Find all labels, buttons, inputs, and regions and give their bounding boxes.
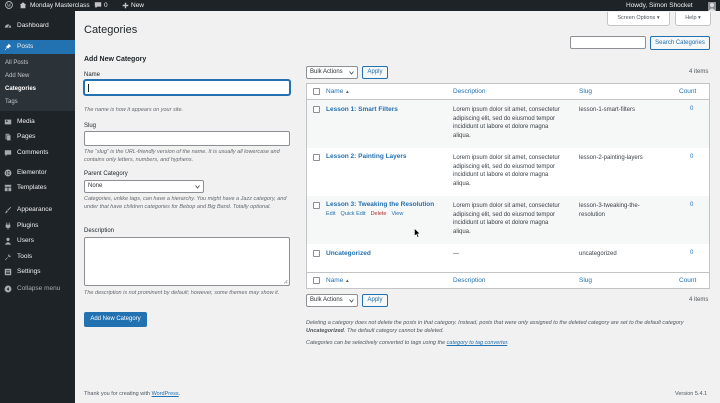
- sidebar-item-label: Users: [17, 237, 34, 244]
- column-header-name[interactable]: Name ▲: [326, 88, 350, 95]
- admin-bar: [0, 0, 720, 11]
- category-name-link[interactable]: Lesson 1: Smart Filters: [326, 106, 398, 113]
- sidebar-item-templates[interactable]: [0, 181, 75, 195]
- row-checkbox[interactable]: [313, 202, 320, 209]
- select-all-checkbox[interactable]: [313, 277, 320, 284]
- footer-thanks: Thank you for creating with WordPress.: [84, 391, 181, 397]
- category-description: Lorem ipsum dolor sit amet, consectetur adipiscing elit, sed do eiusmod tempor incididunt ut labore et dolore magna aliqua.: [453, 107, 560, 139]
- resize-handle-icon[interactable]: [283, 279, 288, 284]
- site-name-link[interactable]: Monday Masterclass: [30, 2, 90, 9]
- row-checkbox[interactable]: [313, 250, 320, 257]
- text-cursor: [88, 84, 89, 92]
- category-count-link[interactable]: 0: [690, 154, 694, 160]
- category-name-link[interactable]: Lesson 2: Painting Layers: [326, 153, 407, 160]
- plugins-icon: [4, 222, 12, 230]
- sidebar-item-label: Comments: [17, 149, 49, 156]
- sidebar-item-comments[interactable]: [0, 146, 75, 160]
- sidebar-item-label: Collapse menu: [17, 285, 61, 292]
- comments-icon: [4, 149, 12, 157]
- category-description: —: [453, 251, 459, 257]
- dashboard-icon: [4, 22, 12, 30]
- table-row: [307, 100, 709, 148]
- site-home-icon[interactable]: [19, 0, 27, 11]
- table-row: [307, 196, 709, 244]
- bulk-actions-select-bottom[interactable]: [306, 294, 358, 307]
- main-content: [75, 11, 720, 403]
- sidebar-item-label: Plugins: [17, 222, 39, 229]
- column-footer-description[interactable]: Description: [453, 277, 486, 284]
- plus-icon[interactable]: [122, 0, 129, 11]
- settings-icon: [4, 268, 12, 276]
- new-content-link[interactable]: New: [131, 2, 145, 9]
- sort-ascending-icon: ▲: [345, 89, 350, 94]
- bulk-actions-select-top[interactable]: [306, 66, 358, 79]
- brush-icon: [4, 206, 12, 214]
- mouse-pointer-icon: [414, 228, 421, 238]
- search-categories-button[interactable]: Search Categories: [650, 36, 710, 50]
- sort-ascending-icon: ▲: [345, 278, 350, 283]
- name-description: The name is how it appears on your site.: [84, 107, 184, 113]
- sidebar-item-label: Appearance: [17, 206, 53, 213]
- parent-category-label: Parent Category: [84, 171, 128, 177]
- row-checkbox[interactable]: [313, 154, 320, 161]
- wordpress-logo-icon[interactable]: [5, 0, 13, 11]
- sidebar-item-settings[interactable]: [0, 265, 75, 279]
- parent-category-select[interactable]: [84, 180, 204, 193]
- slug-description: The “slug” is the URL-friendly version of the name. It is usually all lowercase and contains only letters, numbers, and hyphens.: [84, 149, 280, 163]
- column-footer-name[interactable]: Name ▲: [326, 277, 350, 284]
- category-count-link[interactable]: 0: [690, 106, 694, 112]
- items-count-top: 4 items: [689, 69, 709, 75]
- apply-button-top[interactable]: Apply: [362, 66, 388, 79]
- view-link[interactable]: View: [391, 211, 404, 217]
- chevron-down-icon: [349, 299, 354, 303]
- parent-category-value: None: [88, 183, 103, 189]
- sidebar-item-label: Dashboard: [17, 22, 49, 29]
- category-description: Lorem ipsum dolor sit amet, consectetur adipiscing elit, sed do eiusmod tempor incididunt ut labore et dolore magna aliqua.: [453, 155, 560, 187]
- sidebar-item-elementor[interactable]: [0, 166, 75, 180]
- slug-input[interactable]: [84, 131, 290, 146]
- name-label: Name: [84, 72, 101, 78]
- category-name-link[interactable]: Uncategorized: [326, 250, 371, 257]
- templates-icon: [4, 184, 12, 192]
- comments-icon[interactable]: [94, 0, 102, 11]
- sidebar-item-pages[interactable]: [0, 130, 75, 144]
- parent-category-description: Categories, unlike tags, can have a hierarchy. You might have a Jazz category, and under that have children categories for Bebop and Big Band. Totally optional.: [84, 196, 287, 210]
- column-header-description[interactable]: Description: [453, 88, 486, 95]
- bulk-actions-value: Bulk Actions: [310, 297, 343, 303]
- row-actions: [326, 211, 408, 217]
- collapse-menu-button[interactable]: [0, 282, 75, 296]
- tools-icon: [4, 253, 12, 261]
- submenu-item-tags[interactable]: Tags: [5, 99, 18, 105]
- sidebar-item-plugins[interactable]: [0, 219, 75, 233]
- add-new-category-button[interactable]: Add New Category: [84, 312, 147, 327]
- delete-link[interactable]: Delete: [370, 211, 387, 217]
- table-footer-row: [307, 272, 709, 288]
- sidebar-item-dashboard[interactable]: [0, 19, 75, 33]
- category-slug: lesson-3-tweaking-the-resolution: [579, 203, 640, 218]
- quick-edit-link[interactable]: Quick Edit: [340, 211, 366, 217]
- bulk-actions-value: Bulk Actions: [310, 69, 343, 75]
- table-row: [307, 244, 709, 272]
- column-header-slug[interactable]: Slug: [579, 88, 593, 95]
- sidebar-item-tools[interactable]: [0, 250, 75, 264]
- category-count-link[interactable]: 0: [690, 202, 694, 208]
- sidebar-item-label: Elementor: [17, 169, 47, 176]
- category-to-tag-converter-link[interactable]: category to tag converter: [446, 340, 508, 346]
- sidebar-item-label: Templates: [17, 184, 47, 191]
- submenu-item-categories[interactable]: Categories: [5, 86, 37, 92]
- screen-options-button[interactable]: Screen Options ▾: [607, 12, 670, 26]
- description-label: Description: [84, 228, 115, 234]
- sidebar-item-label: Tools: [17, 253, 33, 260]
- elementor-icon: [4, 169, 12, 177]
- sidebar-item-appearance[interactable]: [0, 203, 75, 217]
- wordpress-link[interactable]: WordPress: [151, 391, 179, 397]
- sidebar-item-posts[interactable]: [0, 40, 75, 54]
- category-slug: lesson-2-painting-layers: [579, 155, 643, 161]
- category-name-link[interactable]: Lesson 3: Tweaking the Resolution: [326, 201, 435, 208]
- column-footer-count[interactable]: Count: [679, 277, 697, 284]
- chevron-down-icon: [349, 71, 354, 75]
- users-icon: [4, 237, 12, 245]
- row-checkbox[interactable]: [313, 106, 320, 113]
- chevron-down-icon: [195, 185, 200, 189]
- table-header-row: [307, 84, 709, 100]
- category-slug: uncategorized: [579, 251, 617, 257]
- search-input[interactable]: [570, 36, 646, 49]
- table-row: [307, 148, 709, 196]
- collapse-icon: [4, 285, 12, 293]
- account-greeting[interactable]: Howdy, Simon Shocket: [626, 2, 693, 9]
- media-icon: [4, 118, 12, 126]
- slug-label: Slug: [84, 123, 97, 129]
- posts-submenu: [0, 54, 75, 111]
- select-all-checkbox[interactable]: [313, 88, 320, 95]
- category-slug: lesson-1-smart-filters: [579, 107, 636, 113]
- description-help: The description is not prominent by default; however, some themes may show it.: [84, 290, 280, 296]
- page-title: Categories: [84, 24, 138, 36]
- footer-version: Version 5.4.1: [675, 391, 708, 397]
- svg-text:W: W: [6, 4, 12, 10]
- sidebar-item-media[interactable]: [0, 115, 75, 129]
- submenu-item-all-posts[interactable]: All Posts: [5, 60, 29, 66]
- sidebar-item-label: Pages: [17, 133, 36, 140]
- sidebar-item-label: Media: [17, 118, 35, 125]
- categories-table: [306, 83, 710, 289]
- convert-category-note: Categories can be selectively converted to tags using the category to tag converter.: [306, 340, 509, 346]
- pages-icon: [4, 133, 12, 141]
- sidebar-item-label: Posts: [17, 43, 34, 50]
- edit-link[interactable]: Edit: [326, 211, 336, 217]
- help-button[interactable]: Help ▾: [675, 12, 711, 26]
- comments-count[interactable]: 0: [104, 2, 108, 9]
- pin-icon: [4, 43, 12, 51]
- items-count-bottom: 4 items: [689, 297, 709, 303]
- column-footer-slug[interactable]: Slug: [579, 277, 593, 284]
- submenu-item-add-new[interactable]: Add New: [5, 73, 30, 79]
- delete-category-note: Deleting a category does not delete the posts in that category. Instead, posts that were only assigned to the deleted category are set to the default category Uncategorized. The default category cannot be deleted.: [306, 320, 684, 334]
- category-count-link[interactable]: 0: [690, 250, 694, 256]
- sidebar-item-label: Settings: [17, 268, 41, 275]
- sidebar-item-users[interactable]: [0, 234, 75, 248]
- category-description: Lorem ipsum dolor sit amet, consectetur adipiscing elit, sed do eiusmod tempor incididunt ut labore et dolore magna aliqua.: [453, 203, 560, 235]
- name-input[interactable]: [84, 80, 290, 95]
- description-textarea[interactable]: [84, 237, 290, 286]
- apply-button-bottom[interactable]: Apply: [362, 294, 388, 307]
- admin-sidebar: [0, 11, 75, 403]
- add-new-category-heading: Add New Category: [84, 56, 147, 63]
- column-header-count[interactable]: Count: [679, 88, 697, 95]
